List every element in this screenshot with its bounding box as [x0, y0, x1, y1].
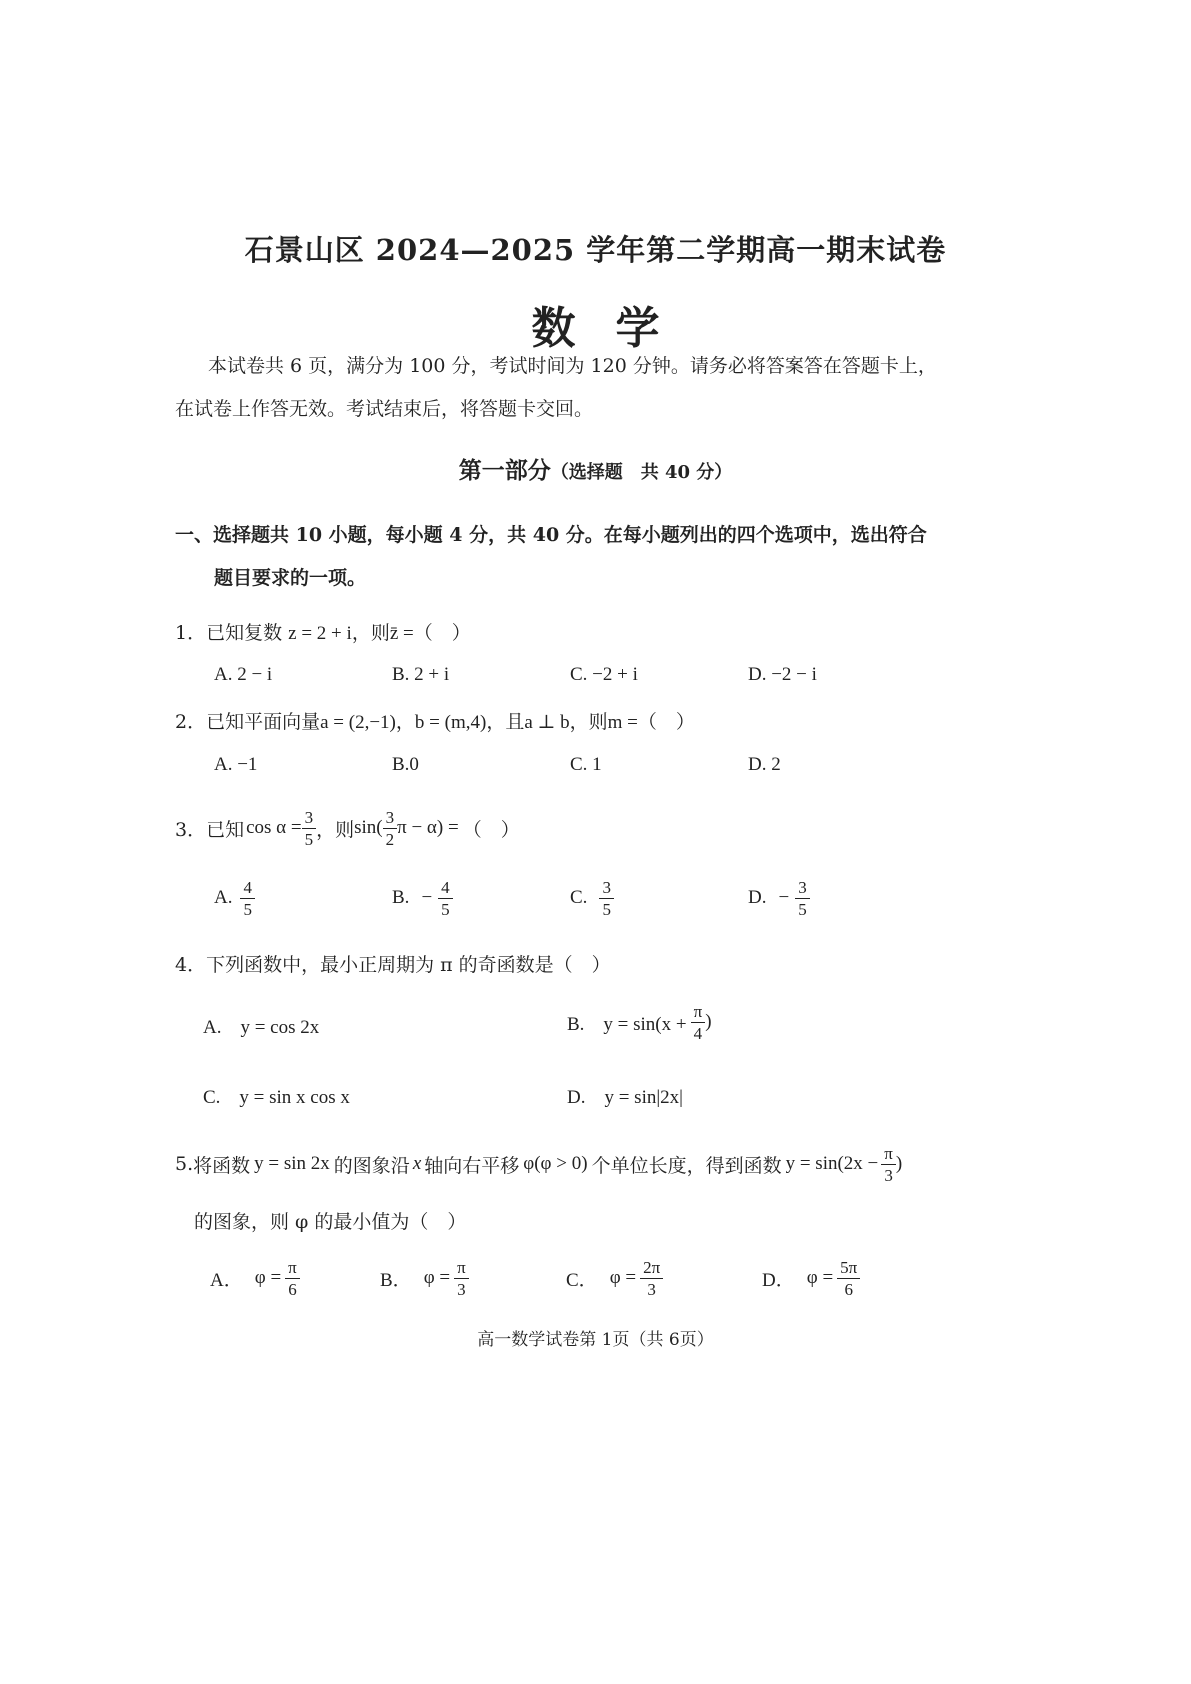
fraction: $\frac{3}{2}$ [383, 809, 398, 848]
question-number: 5. [175, 1153, 194, 1175]
question-5-stem-line-2: 的图象，则 φ 的最小值为（ ） [194, 1211, 467, 1233]
q4-option-d: D. y = sin|2x| [567, 1087, 683, 1108]
stem-text: 已知平面向量 [206, 711, 321, 733]
stem-math: y = sin 2x [254, 1153, 330, 1174]
q3-option-c: C. $\frac{3}{5}$ [570, 876, 614, 920]
q5-option-c: C． φ = $\frac{2\pi}{3}$ [566, 1256, 663, 1300]
q4-option-c: C. y = sin x cos x [203, 1087, 350, 1108]
question-3-stem [175, 806, 520, 850]
stem-text: ，且 [486, 711, 525, 733]
stem-text: 已知复数 [206, 622, 283, 644]
stem-math: m = [607, 712, 638, 733]
fraction: $\frac{\pi}{3}$ [881, 1145, 896, 1184]
exam-title: 石景山区 2024—2025 学年第二学期高一期末试卷 [244, 233, 947, 267]
part-heading [0, 452, 1191, 485]
question-number: 2． [175, 711, 207, 733]
q1-option-b: B. 2 + i [392, 664, 450, 685]
stem-text: （ ） [462, 818, 520, 841]
fraction: $\frac{3}{5}$ [302, 809, 317, 848]
stem-text: 的图象沿 [333, 1154, 410, 1177]
q2-option-c: C. 1 [570, 754, 602, 775]
subject-title: 数学 [531, 303, 700, 354]
part-note: （选择题 共 40 分） [550, 462, 733, 483]
stem-text: ，则 [569, 711, 608, 733]
part-title: 第一部分 [458, 457, 551, 484]
instruction-line-2: 题目要求的一项。 [214, 567, 367, 589]
stem-text: 将函数 [193, 1154, 251, 1177]
instruction-line-1: 一、选择题共 10 小题，每小题 4 分，共 40 分。在每小题列出的四个选项中，选出符合 [175, 524, 927, 546]
stem-math: φ(φ > 0) [523, 1153, 588, 1174]
stem-text: （ ） [637, 711, 695, 733]
question-number: 3． [175, 818, 207, 841]
question-4-stem [175, 950, 611, 977]
q5-option-d: D． φ = $\frac{5\pi}{6}$ [762, 1256, 860, 1300]
stem-text: ，则 [351, 622, 390, 644]
q4-option-b: B. y = sin(x + $\frac{\pi}{4}$ ) [567, 1001, 712, 1043]
q2-option-d: D. 2 [748, 754, 781, 775]
stem-text: 轴向右平移 [424, 1154, 520, 1177]
stem-math: ) [895, 1153, 903, 1174]
question-1-stem [175, 618, 471, 645]
stem-math: b = (m,4) [414, 712, 487, 733]
page-footer: 高一数学试卷第 1页（共 6页） [477, 1330, 714, 1350]
stem-math: sin( [354, 817, 383, 838]
stem-math: z̄ = [389, 623, 414, 644]
q4-option-a: A. y = cos 2x [203, 1017, 320, 1038]
q5-option-b: B． φ = $\frac{\pi}{3}$ [380, 1256, 469, 1300]
stem-text: ， [395, 711, 415, 733]
q2-option-a: A. −1 [214, 754, 258, 775]
q2-option-b: B.0 [392, 754, 419, 775]
stem-text: （ ） [413, 622, 471, 644]
stem-math: cos α = [246, 817, 302, 838]
q1-option-a: A. 2 − i [214, 664, 273, 685]
q1-option-c: C. −2 + i [570, 664, 638, 685]
q5-option-a: A． φ = $\frac{\pi}{6}$ [210, 1256, 300, 1300]
q3-option-b: B. − $\frac{4}{5}$ [392, 876, 453, 920]
question-2-stem [175, 707, 695, 734]
stem-text: ，则 [316, 818, 355, 841]
q1-option-d: D. −2 − i [748, 664, 817, 685]
question-number: 4． [175, 954, 207, 976]
question-5-stem [175, 1142, 902, 1186]
stem-math: a = (2,−1) [320, 712, 396, 733]
stem-math: a ⊥ b [524, 712, 570, 733]
stem-text: 已知 [206, 818, 245, 841]
stem-math: z = 2 + i [288, 623, 352, 644]
q3-option-d: D. − $\frac{3}{5}$ [748, 876, 810, 920]
stem-text: 下列函数中，最小正周期为 π 的奇函数是（ ） [206, 954, 611, 976]
q3-option-a: A. $\frac{4}{5}$ [214, 876, 255, 920]
intro-line-2: 在试卷上作答无效。考试结束后，将答题卡交回。 [175, 398, 594, 420]
stem-math: π − α) = [397, 817, 459, 838]
intro-line-1: 本试卷共 6 页，满分为 100 分，考试时间为 120 分钟。请务必将答案答在答题卡上， [208, 355, 937, 377]
stem-text: 个单位长度，得到函数 [591, 1154, 782, 1177]
question-number: 1． [175, 622, 207, 644]
stem-math: x [412, 1153, 422, 1174]
stem-math: y = sin(2x − [785, 1153, 879, 1174]
